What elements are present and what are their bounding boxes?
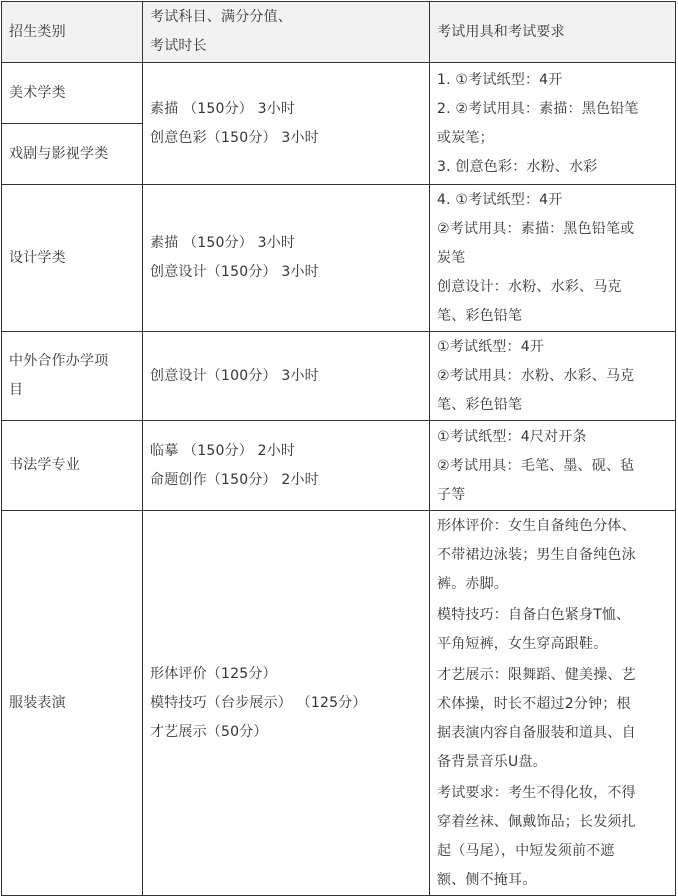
- category-line: 目: [9, 382, 24, 398]
- category-cell: [2, 332, 143, 421]
- subject-line: 才艺展示（50分）: [150, 723, 268, 740]
- category-cell: 服装表演: [2, 511, 143, 896]
- requirement-line: 4. ①考试纸型：4开: [437, 192, 563, 208]
- requirements-cell: [430, 421, 676, 511]
- requirements-cell: [430, 511, 676, 896]
- requirement-line: ②考试用具：素描：黑色铅笔或: [437, 221, 635, 237]
- requirement-line: ①考试纸型：4开: [437, 339, 545, 355]
- subject-line: 创意设计（150分） 3小时: [150, 264, 319, 280]
- subject-line: 创意色彩（150分） 3小时: [150, 129, 319, 146]
- requirement-line: 笔、彩色铅笔: [437, 397, 523, 413]
- requirement-line: 考试要求：考生不得化妆，不得: [437, 785, 636, 801]
- category-cell: 戏剧与影视学类: [2, 124, 143, 185]
- subject-line: 形体评价（125分）: [150, 665, 277, 682]
- subject-line: 素描 （150分） 3小时: [150, 100, 296, 117]
- requirement-line: 3. 创意色彩：水粉、水彩: [437, 159, 598, 175]
- requirements-cell: [430, 63, 676, 185]
- requirement-line: 裤。赤脚。: [437, 576, 508, 592]
- requirement-line: 穿着丝袜、佩戴饰品；长发须扎: [437, 814, 636, 830]
- category-cell: 设计学类: [2, 185, 143, 332]
- subject-line: 创意设计（100分） 3小时: [150, 367, 319, 384]
- category-cell: 书法学专业: [2, 421, 143, 511]
- requirement-line: 2. ②考试用具：素描：黑色铅笔: [437, 101, 639, 117]
- requirement-line: 形体评价：女生自备纯色分体、: [437, 518, 636, 534]
- table-row-design: [2, 185, 676, 332]
- subject-line: 模特技巧（台步展示） （125分）: [150, 694, 367, 711]
- subject-line: 素描 （150分） 3小时: [150, 235, 296, 251]
- requirement-line: 平角短裤，女生穿高跟鞋。: [437, 636, 608, 652]
- requirement-line: 不带裙边泳装；男生自备纯色泳: [437, 547, 636, 563]
- header-subjects-line1: 考试科目、满分分值、: [150, 9, 292, 25]
- subject-line: 命题创作（150分） 2小时: [150, 471, 319, 488]
- requirements-cell: [430, 185, 676, 332]
- table-row-fashion-show: [2, 511, 676, 896]
- requirement-line: 术体操，时长不超过2分钟；根: [437, 696, 631, 712]
- table-row-fine-arts: [2, 63, 676, 124]
- requirement-line: 模特技巧：自备白色紧身T恤、: [437, 607, 631, 623]
- requirement-line: 备背景音乐U盘。: [437, 754, 547, 770]
- subject-line: 临摹 （150分） 2小时: [150, 442, 296, 459]
- subjects-cell: [143, 63, 430, 185]
- requirement-line: 据表演内容自备服装和道具、自: [437, 725, 636, 741]
- header-category: 招生类别: [2, 2, 143, 63]
- header-requirements: 考试用具和考试要求: [430, 2, 676, 63]
- table-header-row: [2, 2, 676, 63]
- category-cell: 美术学类: [2, 63, 143, 124]
- header-subjects: [143, 2, 430, 63]
- admission-exam-table: [1, 1, 676, 896]
- subjects-cell: [143, 185, 430, 332]
- category-line: 中外合作办学项: [9, 353, 109, 369]
- requirement-line: 额、侧不掩耳。: [437, 872, 537, 888]
- subjects-cell: [143, 332, 430, 421]
- requirement-line: 创意设计：水粉、水彩、马克: [437, 279, 622, 295]
- requirement-line: ②考试用具：水粉、水彩、马克: [437, 368, 635, 384]
- requirement-line: ①考试纸型：4尺对开条: [437, 428, 587, 445]
- requirements-cell: [430, 332, 676, 421]
- requirement-line: 1. ①考试纸型：4开: [437, 72, 563, 88]
- subjects-cell: [143, 511, 430, 896]
- requirement-line: ②考试用具：毛笔、墨、砚、毡: [437, 457, 635, 474]
- requirement-line: 炭笔: [437, 250, 466, 266]
- header-subjects-line2: 考试时长: [150, 38, 207, 54]
- table-row-joint-program: [2, 332, 676, 421]
- requirement-line: 或炭笔；: [437, 130, 494, 146]
- requirement-line: 笔、彩色铅笔: [437, 308, 523, 324]
- requirement-line: 起（马尾），中短发须前不遮: [437, 843, 615, 859]
- subjects-cell: [143, 421, 430, 511]
- table-row-calligraphy: [2, 421, 676, 511]
- requirement-line: 才艺展示：限舞蹈、健美操、艺: [437, 667, 636, 683]
- requirement-line: 子等: [437, 486, 466, 503]
